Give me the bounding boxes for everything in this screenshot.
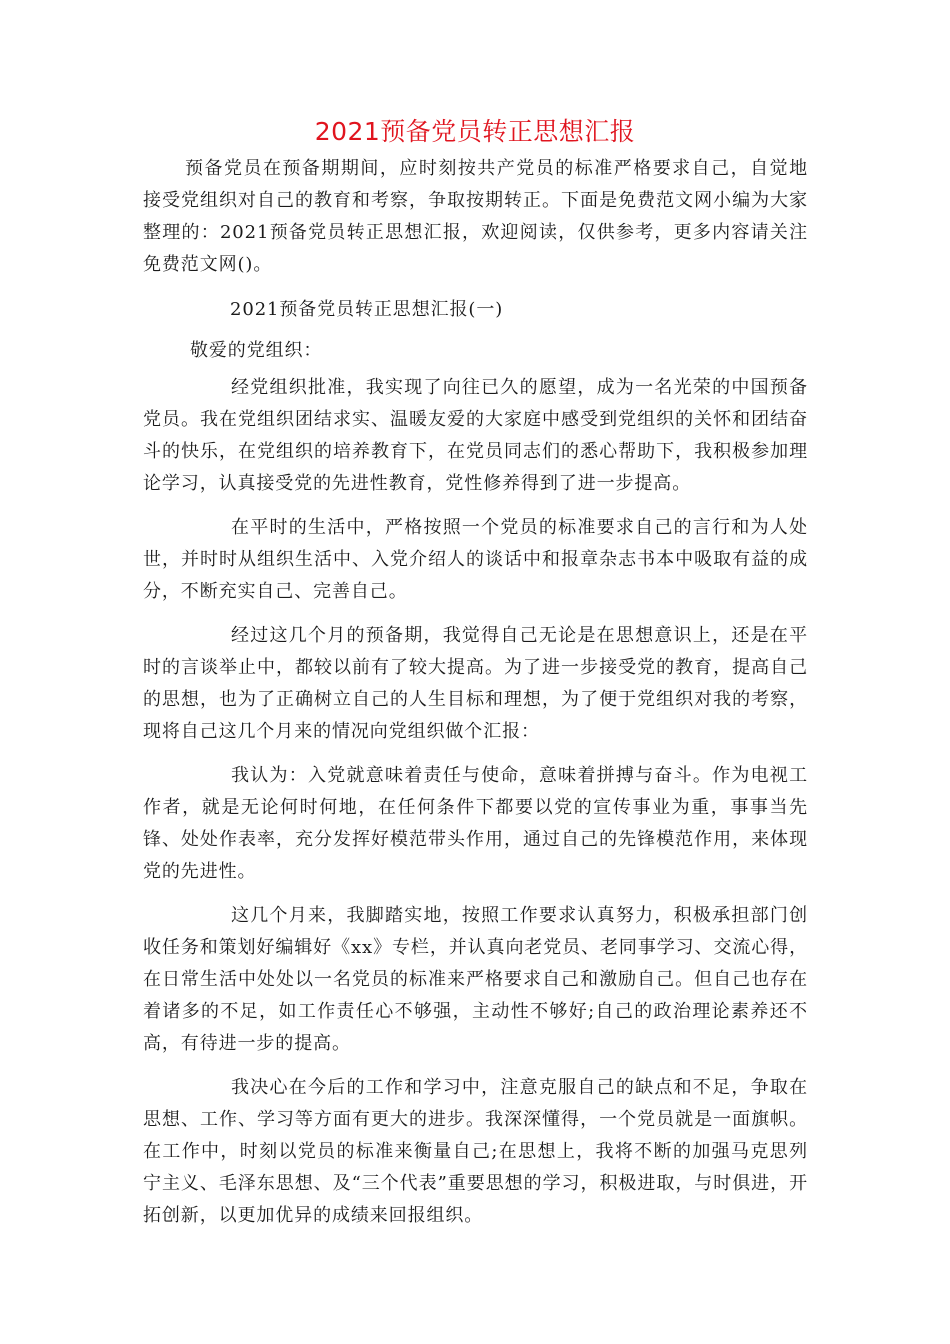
body-paragraph-3: 经过这几个月的预备期，我觉得自己无论是在思想意识上，还是在平时的言谈举止中，都较以前有了较大提高。为了进一步接受党的教育，提高自己的思想，也为了正确树立自己的人生目标和理想，为了便于党组织对我的考察，现将自己这几个月来的情况向党组织做个汇报： [143,625,808,742]
intro-paragraph: 预备党员在预备期期间，应时刻按共产党员的标准严格要求自己，自觉地接受党组织对自己的教育和考察，争取按期转正。下面是免费范文网小编为大家整理的：2021预备党员转正思想汇报，欢迎阅读，仅供参考，更多内容请关注免费范文网()。 [143,158,808,275]
body-paragraph-5: 这几个月来，我脚踏实地，按照工作要求认真努力，积极承担部门创收任务和策划好编辑好《xx》专栏，并认真向老党员、老同事学习、交流心得，在日常生活中处处以一名党员的标准来严格要求自己和激励自己。但自己也存在着诸多的不足，如工作责任心不够强，主动性不够好;自己的政治理论素养还不高，有待进一步的提高。 [143,905,808,1054]
body-paragraph-1: 经党组织批准，我实现了向往已久的愿望，成为一名光荣的中国预备党员。我在党组织团结求实、温暖友爱的大家庭中感受到党组织的关怀和团结奋斗的快乐，在党组织的培养教育下，在党员同志们的悉心帮助下，我积极参加理论学习，认真接受党的先进性教育，党性修养得到了进一步提高。 [143,377,808,494]
body-paragraph-4: 我认为：入党就意味着责任与使命，意味着拼搏与奋斗。作为电视工作者，就是无论何时何地，在任何条件下都要以党的宣传事业为重，事事当先锋、处处作表率，充分发挥好模范带头作用，通过自己的先锋模范作用，来体现党的先进性。 [143,765,808,882]
document-title: 2021预备党员转正思想汇报 [314,117,636,146]
section-subtitle: 2021预备党员转正思想汇报(一) [230,299,504,320]
salutation: 敬爱的党组织： [190,340,323,361]
body-paragraph-6: 我决心在今后的工作和学习中，注意克服自己的缺点和不足，争取在思想、工作、学习等方面有更大的进步。我深深懂得，一个党员就是一面旗帜。在工作中，时刻以党员的标准来衡量自己;在思想上，我将不断的加强马克思列宁主义、毛泽东思想、及“三个代表”重要思想的学习，积极进取，与时俱进，开拓创新，以更加优异的成绩来回报组织。 [143,1077,808,1226]
body-paragraph-2: 在平时的生活中，严格按照一个党员的标准要求自己的言行和为人处世，并时时从组织生活中、入党介绍人的谈话中和报章杂志书本中吸取有益的成分，不断充实自己、完善自己。 [143,517,808,602]
